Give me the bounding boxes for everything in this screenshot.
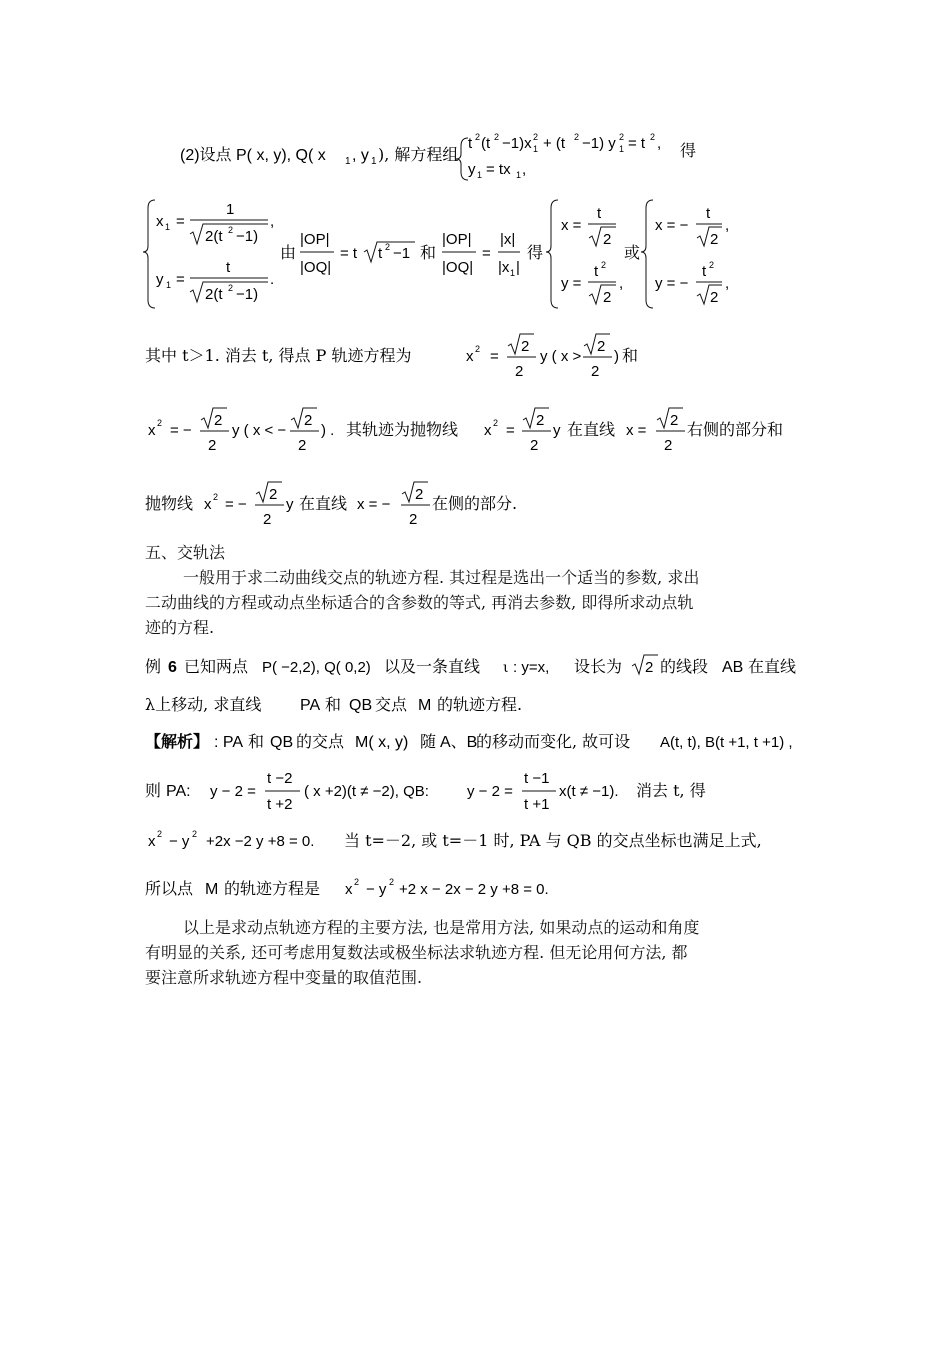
svg-text:+2x −2 y +8 = 0.: +2x −2 y +8 = 0. [206,833,315,850]
svg-text:1: 1 [226,201,235,218]
svg-text:PA:: PA: [166,783,191,800]
svg-text:设长为: 设长为 [574,657,623,676]
closing-line-3: 要注意所求轨迹方程中变量的取值范围. [145,968,423,987]
svg-text:A(t, t), B(t +1, t +1) ,: A(t, t), B(t +1, t +1) , [660,734,793,751]
svg-text:2: 2 [228,283,234,293]
svg-text:x: x [148,833,156,850]
svg-text:2(t: 2(t [205,228,223,245]
svg-text:2: 2 [228,225,234,235]
svg-text:M: M [418,697,432,714]
svg-text:|x: |x [498,259,510,276]
svg-text:t −2: t −2 [267,770,293,787]
svg-text:, y: , y [352,147,369,164]
line-4-math [0,404,950,456]
svg-text:和: 和 [248,732,265,751]
svg-text:|x|: |x| [500,231,516,248]
svg-text:2: 2 [385,242,391,252]
text-line-5 [0,478,950,530]
svg-text:x: x [148,422,156,439]
svg-text:2: 2 [670,412,679,429]
svg-text:2: 2 [530,437,539,454]
svg-text:(2)设点 P( x, y), Q( x: (2)设点 P( x, y), Q( x [180,147,326,164]
svg-text:x: x [345,881,353,898]
svg-text:y ( x < −: y ( x < − [232,422,287,439]
svg-text:AB: AB [722,659,744,676]
svg-text:y: y [553,422,561,439]
svg-text:1: 1 [345,156,351,167]
svg-text:,: , [725,275,730,292]
svg-text:M: M [205,881,219,898]
svg-text:− y: − y [366,881,387,898]
svg-text:( x +2)(t ≠ −2), QB:: ( x +2)(t ≠ −2), QB: [304,783,429,800]
svg-text:以及一条直线: 以及一条直线 [384,657,481,676]
svg-text:x: x [204,496,212,513]
paragraph-line-1: 一般用于求二动曲线交点的轨迹方程. 其过程是选出一个适当的参数, 求出 [183,568,700,587]
svg-text:的轨迹方程是: 的轨迹方程是 [224,879,321,898]
svg-text:y − 2 =: y − 2 = [467,783,513,800]
svg-text:1: 1 [516,170,522,180]
svg-text:t: t [226,259,231,276]
svg-text:x: x [466,348,474,365]
analysis-math-4 [0,874,950,904]
svg-text:在侧的部分.: 在侧的部分. [432,494,518,513]
svg-text:x = −: x = − [357,496,391,513]
svg-text:的交点: 的交点 [296,732,345,751]
svg-text:t −1: t −1 [524,770,550,787]
svg-text:所以点: 所以点 [145,879,194,898]
svg-text:=: = [506,422,515,439]
svg-text:的轨迹方程.: 的轨迹方程. [437,695,523,714]
analysis-math-1 [0,727,950,757]
svg-text:: y=x,: : y=x, [513,659,550,676]
line-1-math [0,128,950,188]
example-6-line-1 [0,652,950,682]
svg-text:2: 2 [304,412,313,429]
svg-text:的线段: 的线段 [660,657,709,676]
svg-text:1: 1 [510,268,516,278]
svg-text:= −: = − [225,496,247,513]
svg-text:2: 2 [298,437,307,454]
svg-text:=: = [482,245,491,262]
svg-text:得: 得 [527,243,544,262]
svg-text:和: 和 [420,243,437,262]
svg-text:,: , [657,135,662,152]
svg-text:1: 1 [533,144,539,154]
svg-text:y − 2 =: y − 2 = [210,783,256,800]
svg-text:右侧的部分和: 右侧的部分和 [687,420,784,439]
svg-text:+2 x − 2x − 2 y +8 = 0.: +2 x − 2x − 2 y +8 = 0. [399,881,549,898]
svg-text:2: 2 [574,132,580,142]
svg-text:2: 2 [475,132,481,142]
svg-text:当 t=－2, 或 t=－1 时, PA 与 QB 的交点坐: 当 t=－2, 或 t=－1 时, PA 与 QB 的交点坐标也满足上式, [344,831,762,850]
svg-text:ι: ι [503,660,509,676]
svg-text:2: 2 [597,338,606,355]
svg-text:2: 2 [536,412,545,429]
svg-text:y: y [156,271,164,288]
svg-text:2: 2 [213,492,219,502]
svg-text:2: 2 [269,486,278,503]
svg-text:+ (t: + (t [543,135,566,152]
svg-text:交点: 交点 [375,695,408,714]
line-3-math [0,330,950,382]
svg-text:2: 2 [619,132,625,142]
svg-text:1: 1 [371,156,377,167]
svg-text:y =: y = [561,275,582,292]
line-2-math [0,196,950,316]
svg-text:2: 2 [515,363,524,380]
svg-text:2: 2 [650,132,656,142]
svg-text:t: t [702,263,707,280]
analysis-line-3 [0,826,950,856]
svg-text:−1): −1) [236,286,259,303]
svg-text:2: 2 [415,486,424,503]
svg-text:y ( x >: y ( x > [540,348,582,365]
svg-text:x =: x = [626,422,647,439]
svg-text:1: 1 [165,222,171,232]
svg-text:x(t ≠ −1).: x(t ≠ −1). [559,783,619,800]
svg-text:和: 和 [622,346,639,365]
svg-text:2(t: 2(t [205,286,223,303]
svg-text:则: 则 [145,781,162,800]
example-6-line-2 [0,690,950,720]
svg-text:λ上移动, 求直线: λ上移动, 求直线 [145,695,262,714]
svg-text:2: 2 [603,289,612,306]
svg-text:例: 例 [145,657,162,676]
paragraph-line-2: 二动曲线的方程或动点坐标适合的含参数的等式, 再消去参数, 即得所求动点轨 [145,593,694,612]
svg-text:的移动而变化, 故可设: 的移动而变化, 故可设 [476,732,631,751]
svg-text:t +1: t +1 [524,796,550,813]
svg-text:A、B: A、B [440,734,478,751]
text-line-3 [0,330,950,382]
analysis-line-1 [0,727,950,757]
svg-text:其中 t＞1. 消去 t, 得点 P 轨迹方程为: 其中 t＞1. 消去 t, 得点 P 轨迹方程为 [145,346,412,365]
svg-text:2: 2 [664,437,673,454]
text-line-1 [0,128,950,188]
svg-text:【解析】: 【解析】 [145,732,210,751]
svg-text:|: | [516,259,520,276]
svg-text:在直线: 在直线 [299,494,348,513]
svg-text:t: t [378,245,383,262]
svg-text:2: 2 [709,260,715,270]
svg-text:,: , [619,275,624,292]
svg-text:x: x [156,213,164,230]
paragraph-line-3: 迹的方程. [145,618,215,637]
svg-text:QB: QB [349,697,373,714]
svg-text:− y: − y [169,833,190,850]
svg-text:消去 t, 得: 消去 t, 得 [636,781,706,800]
line-5-math [0,478,950,530]
svg-text:M( x, y): M( x, y) [355,734,409,751]
svg-text:=: = [176,213,185,230]
svg-text:y = −: y = − [655,275,689,292]
svg-text:t: t [468,135,473,152]
svg-text:2: 2 [157,418,163,428]
svg-text:2: 2 [389,877,395,887]
text-line-2 [0,196,950,316]
svg-text:2: 2 [354,877,360,887]
svg-text:由: 由 [280,243,297,262]
svg-text:2: 2 [409,511,418,528]
svg-text:2: 2 [601,260,607,270]
svg-text:1: 1 [166,280,172,290]
svg-text:|OQ|: |OQ| [300,259,332,276]
svg-text:= −: = − [170,422,192,439]
svg-text:2: 2 [475,344,481,354]
svg-text:−1) y: −1) y [582,135,616,152]
svg-text:2: 2 [603,231,612,248]
svg-text:已知两点: 已知两点 [184,657,249,676]
svg-text:= t: = t [340,245,358,262]
svg-text:抛物线: 抛物线 [145,494,194,513]
svg-text:(t: (t [481,135,491,152]
analysis-math-2 [0,766,950,816]
svg-text:x =: x = [561,217,582,234]
svg-text:t: t [706,205,711,222]
svg-text:−1)x: −1)x [502,135,532,152]
svg-text:x = −: x = − [655,217,689,234]
closing-line-1: 以上是求动点轨迹方程的主要方法, 也是常用方法, 如果动点的运动和角度 [183,918,700,937]
svg-text:=: = [490,348,499,365]
svg-text:y: y [468,161,476,178]
svg-text:在直线: 在直线 [748,657,797,676]
svg-text:6: 6 [168,659,177,676]
svg-text:.: . [270,271,275,288]
svg-text:x: x [484,422,492,439]
svg-text:−1): −1) [236,228,259,245]
svg-text:,: , [725,217,730,234]
text-line-4 [0,404,950,456]
svg-text:2: 2 [192,829,198,839]
svg-text:t +2: t +2 [267,796,293,813]
svg-text:或: 或 [624,243,641,262]
svg-text:= t: = t [628,135,646,152]
svg-text:|OP|: |OP| [300,231,330,248]
svg-text:: PA: : PA [214,734,244,751]
svg-text:,: , [522,161,527,178]
svg-text:2: 2 [591,363,600,380]
svg-text:2: 2 [533,132,539,142]
svg-text:P( −2,2), Q( 0,2): P( −2,2), Q( 0,2) [262,659,371,676]
svg-text:= tx: = tx [486,161,511,178]
svg-text:1: 1 [477,170,483,180]
svg-text:QB: QB [270,734,294,751]
svg-text:) .: ) . [321,422,335,439]
svg-text:,: , [270,213,275,230]
svg-text:随: 随 [420,732,437,751]
svg-text:|OQ|: |OQ| [442,259,474,276]
svg-text:2: 2 [263,511,272,528]
svg-text:), 解方程组: ), 解方程组 [378,145,459,164]
svg-text:2: 2 [494,132,500,142]
svg-text:2: 2 [493,418,499,428]
closing-line-2: 有明显的关系, 还可考虑用复数法或极坐标法求轨迹方程. 但无论用何方法, 都 [145,943,688,962]
svg-text:y: y [286,496,294,513]
svg-text:t: t [594,263,599,280]
svg-text:2: 2 [521,338,530,355]
section-heading: 五、交轨法 [145,543,226,562]
svg-text:2: 2 [157,829,163,839]
example-6-math-1 [0,652,950,682]
svg-text:2: 2 [710,289,719,306]
example-6-math-2 [0,690,950,720]
svg-text:2: 2 [710,231,719,248]
analysis-line-2 [0,766,950,816]
svg-text:和: 和 [325,695,342,714]
svg-text:t: t [597,205,602,222]
svg-text:2: 2 [645,659,654,676]
svg-text:−1: −1 [393,245,411,262]
svg-text:2: 2 [208,437,217,454]
svg-text:1: 1 [619,144,625,154]
svg-text:2: 2 [214,412,223,429]
analysis-math-3 [0,826,950,856]
svg-text:其轨迹为抛物线: 其轨迹为抛物线 [346,420,459,439]
svg-text:得: 得 [680,141,697,160]
svg-text:=: = [176,271,185,288]
svg-text:在直线: 在直线 [567,420,616,439]
svg-text:|OP|: |OP| [442,231,472,248]
svg-text:): ) [614,348,619,365]
analysis-line-4 [0,874,950,904]
svg-text:PA: PA [300,697,321,714]
